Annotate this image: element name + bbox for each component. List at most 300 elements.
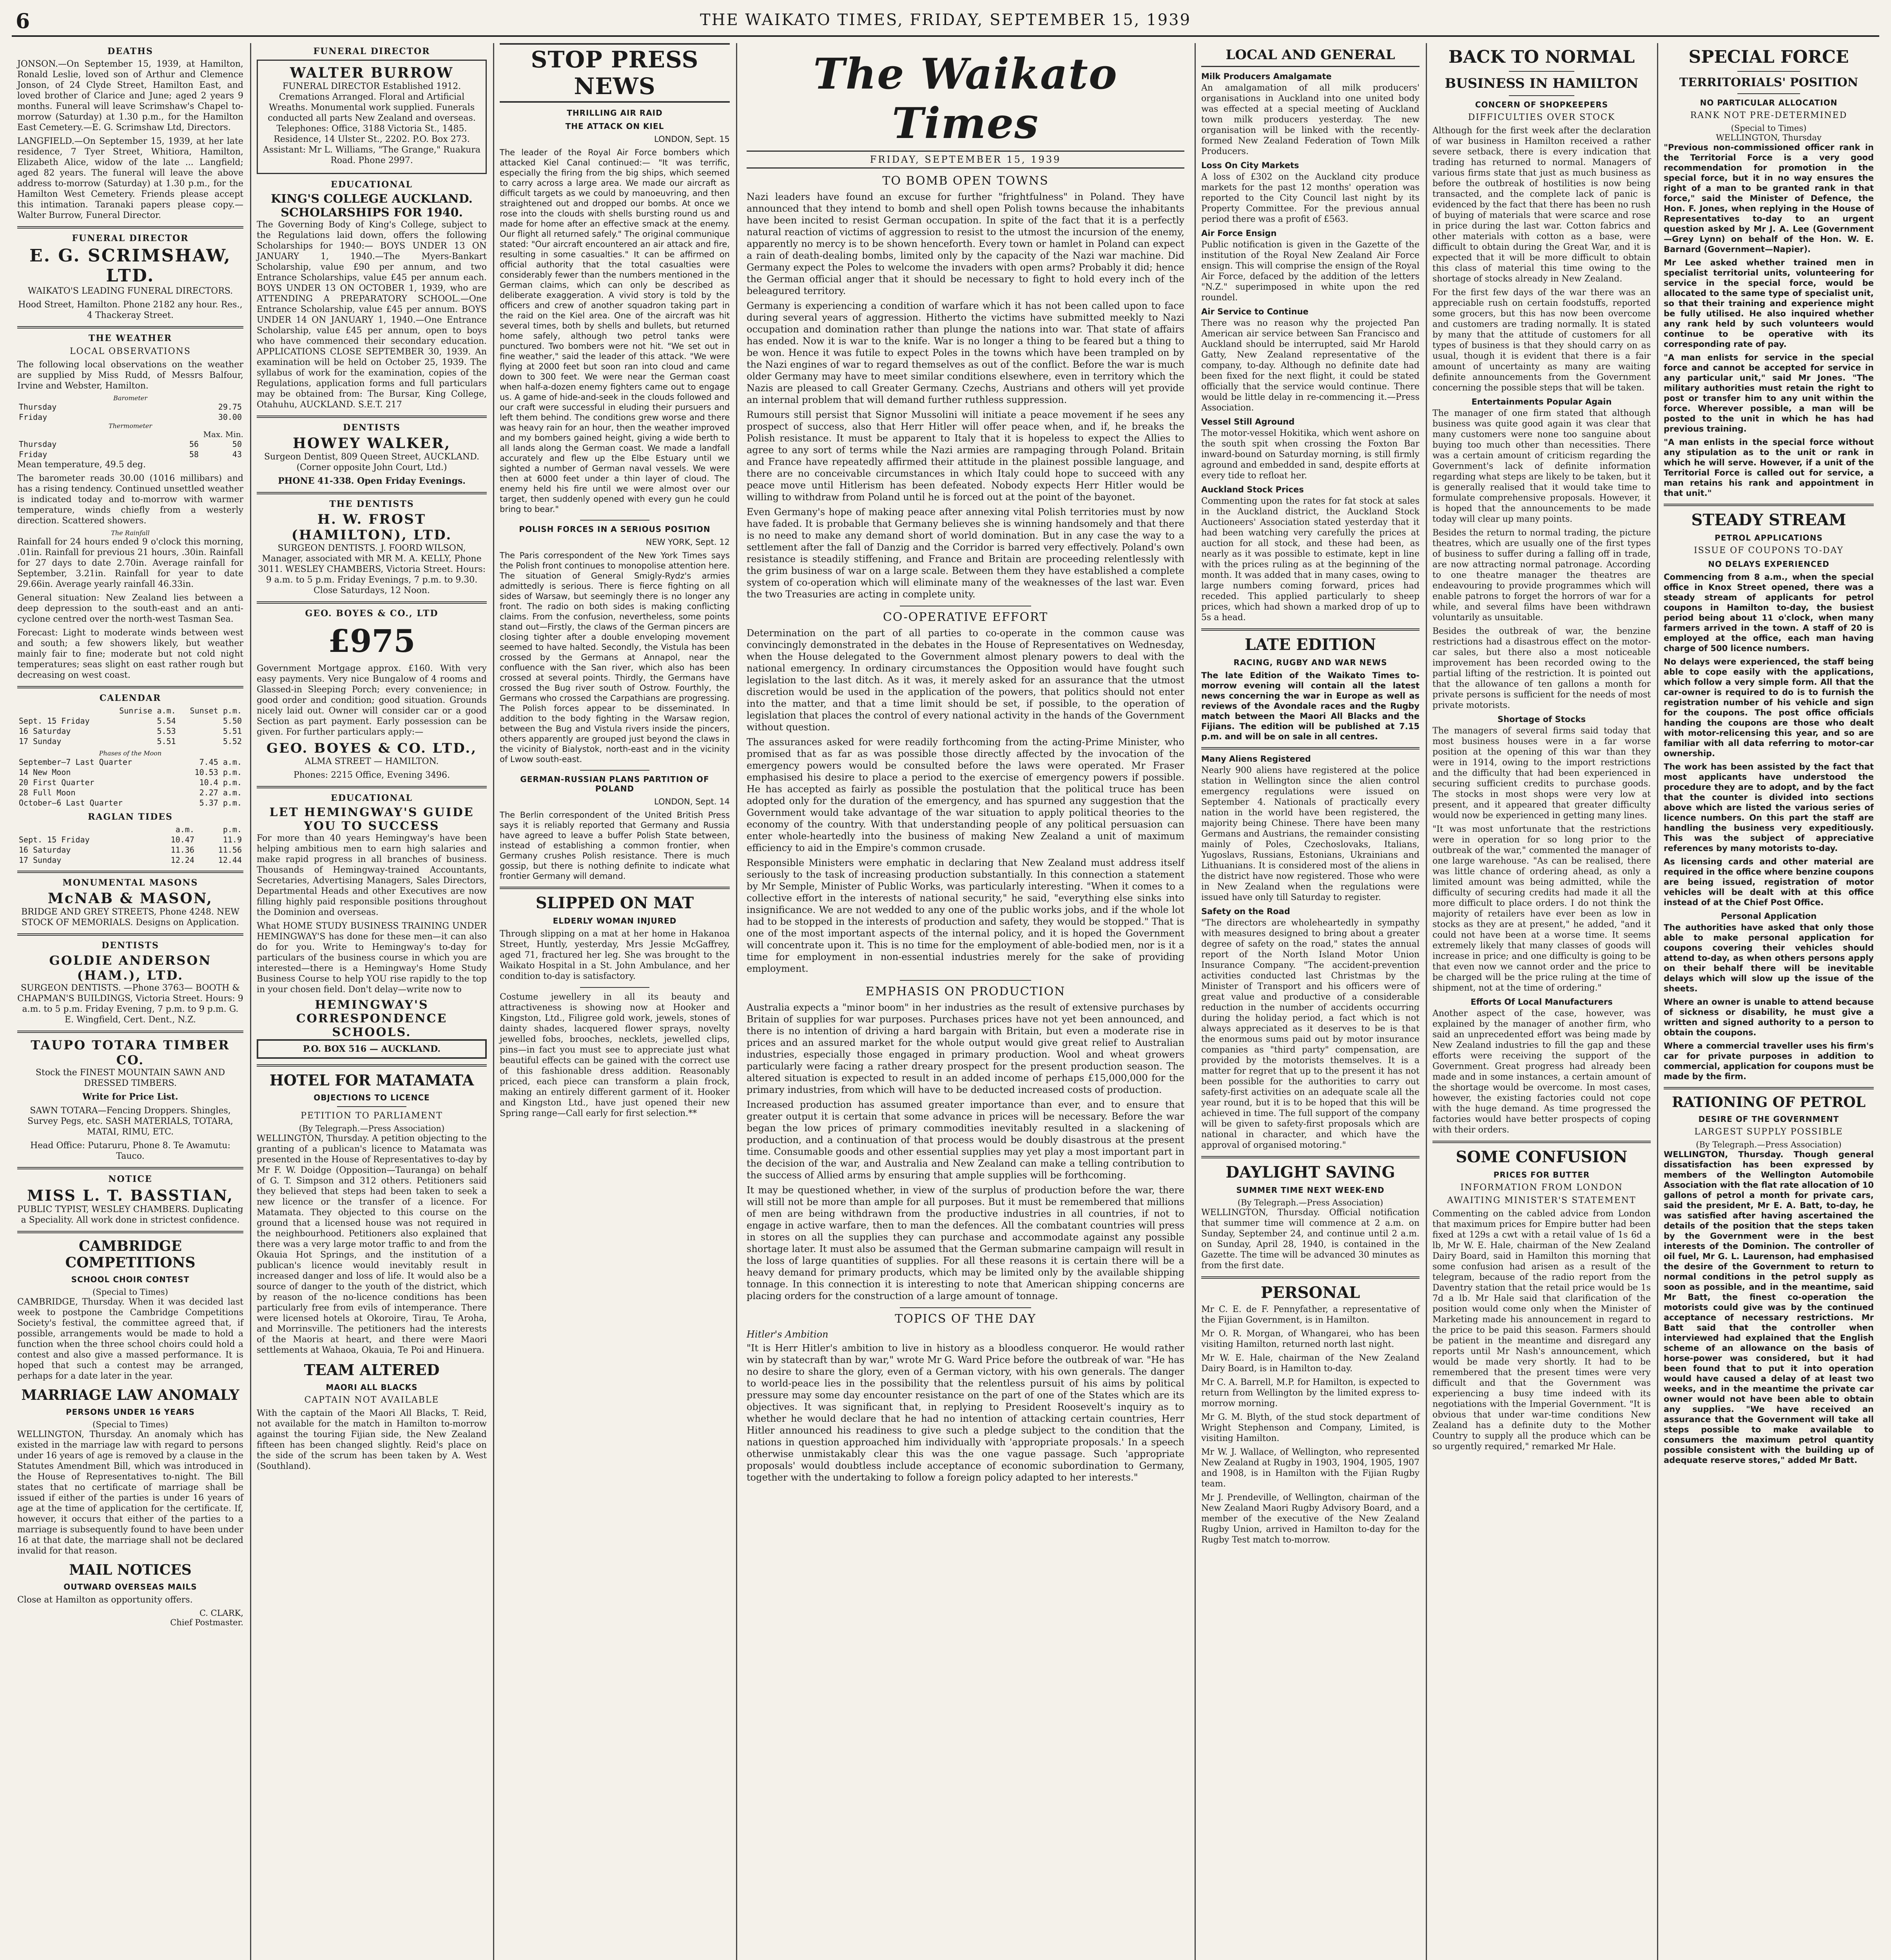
am-cell: 12.24 bbox=[170, 855, 194, 865]
table-row bbox=[17, 845, 243, 855]
article-subhead: PERSONS UNDER 16 YEARS bbox=[65, 1407, 195, 1417]
ad-text: Government Mortgage approx. £160. With very easy payments. Very nice Bungalow of 4 rooms and Glassed-in Sleeping Porch; every convenience; in good order and condition; good situation. Grounds nicely laid out. Owner will consider car or a good Section as part payment. Early possession can be given. For further particulars apply:— bbox=[257, 664, 487, 737]
divider bbox=[17, 1167, 243, 1169]
article-subhead: NO PARTICULAR ALLOCATION bbox=[1700, 98, 1838, 107]
dateline: LONDON, Sept. 15 bbox=[654, 134, 730, 144]
ad-text: FUNERAL DIRECTOR Established 1912. Cremations Arranged. Floral and Artificial Wreaths. Monumental work supplied. Funerals conducted all parts New Zealand and overseas. Telephones: Office, 3188 Victoria St., 1485. Residence, 14 Ulster St., 2202. P.O. Box 273. Assistant: Mr L. Williams, "The Grange," Ruakura Road. Phone 2997. bbox=[263, 82, 480, 165]
byline: (By Telegraph.—Press Association) bbox=[1237, 1198, 1383, 1207]
divider bbox=[257, 416, 487, 418]
article-body: No delays were experienced, the staff being able to cope easily with the applications, which follow a very simple form. All that the car-owner is required to do is to furnish the registration number of his vehicle and sign for the coupons. The post office officials handing the coupons are those who dealt with motor-relicensing this year, and so are familiar with all data referring to motor-car ownership. bbox=[1664, 657, 1874, 758]
item-body: Public notification is given in the Gazette of the institution of the Royal New Zealand Air Force ensign. This will comprise the ensign of the Royal Air Force, defaced by the addition of the letters "N.Z." superimposed in white upon the red roundel. bbox=[1201, 240, 1420, 303]
value-cell: 30.00 bbox=[218, 412, 242, 422]
article-subhead: LARGEST SUPPLY POSSIBLE bbox=[1694, 1127, 1843, 1137]
item-heading: Milk Producers Amalgamate bbox=[1201, 72, 1332, 81]
kings-college-ad bbox=[257, 180, 487, 410]
table-row bbox=[17, 716, 243, 726]
day-cell: Sept. 15 Friday bbox=[19, 835, 90, 844]
personal-section bbox=[1201, 1283, 1420, 1545]
forecast: Forecast: Light to moderate winds between west and south; a few showers likely, but weather mainly fair to fine; moderate but not cold night temperatures; seas slight on east rather rough but decreasing on west coast. bbox=[17, 628, 243, 680]
ad-name: LET HEMINGWAY'S GUIDE YOU TO SUCCESS bbox=[269, 806, 474, 833]
table-row bbox=[17, 777, 243, 788]
weather-notes: The barometer reads 30.00 (1016 millibars) and has a rising tendency. Continued unsettled weather is indicated today and to-morrow with warmer temperature, winds chiefly from a westerly direction. Scattered showers. bbox=[17, 474, 243, 526]
phase-cell: October—6 Last Quarter bbox=[19, 798, 123, 808]
item-body: Nearly 900 aliens have registered at the police station in Wellington since the alien control emergency regulations were issued on September 4. Nationals of practically every nation in the world have been registered, the majority being Chinese. There have been many Germans and Austrians, the remainder consisting mainly of Poles, Czechoslovaks, Italians, Yugoslavs, Russians, Estonians, Ukrainians and Lithuanians. It is considered most of the aliens in the district have now registered. Those who were in New Zealand when the regulations were issued have only till Saturday to register. bbox=[1201, 766, 1420, 902]
calendar-heading: CALENDAR bbox=[99, 693, 161, 703]
byline: (By Telegraph.—Press Association) bbox=[299, 1124, 445, 1133]
article-title: POLISH FORCES IN A SERIOUS POSITION bbox=[519, 524, 711, 534]
sunrise-cell: 5.53 bbox=[157, 726, 176, 736]
ad-name: E. G. SCRIMSHAW, LTD. bbox=[29, 246, 231, 286]
item-heading: Loss On City Markets bbox=[1201, 161, 1299, 170]
article-body: Commencing from 8 a.m., when the special office in Knox Street opened, there was a steady stream of applicants for petrol coupons in Hamilton to-day, the busiest period being about 11 o'clock, when many farmers arrived in the town. A staff of 20 is employed at the office, each man having charge of 500 licence numbers. bbox=[1664, 572, 1874, 653]
article-body: WELLINGTON, Thursday. Though general dissatisfaction has been expressed by members of the Wellington Automobile Association with the flat rate allocation of 10 gallons of petrol a month for private cars, said the president, Mr E. A. Batt, to-day, he was satisfied after having ascertained the details of the position that the steps taken by the Government were in the best interests of the Dominion. The controller of oil fuel, Mr G. L. Laurenson, had emphasised the desire of the Government to return to normal conditions in the petrol supply as soon as possible, and in the meantime, said Mr Batt, the finest co-operation the motorists could give was by the continued acceptance of necessary restrictions. Mr Batt said that the controller when interviewed had explained that the English scheme of an allowance on the basis of horse-power was considered, but it had been found that to put it into operation would have caused a delay of at least two weeks, and in the meantime the private car owner would not have been able to obtain any supplies. "We have received an assurance that the Government will take all steps possible to make available to consumers the maximum petrol quantity possible consistent with the building up of adequate reserve stores," added Mr Batt. bbox=[1664, 1150, 1874, 1465]
article-body: The authorities have asked that only those able to make personal application for coupons covering their vehicles should attend to-day, as when others persons apply on their behalf there will be inevitable delays which will slow up the issue of the sheets. bbox=[1664, 923, 1874, 993]
article-title: MAIL NOTICES bbox=[69, 1562, 192, 1578]
raglan-table bbox=[17, 824, 243, 865]
col-header: a.m. bbox=[175, 825, 194, 834]
article-body: The late Edition of the Waikato Times to-morrow evening will contain all the latest news concerning the war in Europe as well as reviews of the Avondale races and the Rugby match between the Maori All Blacks and the Fijians. The edition will be published at 7.15 p.m. and will be on sale in all centres. bbox=[1201, 671, 1420, 741]
article-body: "A man enlists for service in the special force and cannot be accepted for service in any particular unit," said Mr Jones. "The military authorities must retain the right to post or transfer him to any unit within the force. Wherever possible, a man will be posted to the unit in which he has had previous training. bbox=[1664, 353, 1874, 434]
article-polish bbox=[500, 524, 730, 764]
table-row bbox=[17, 736, 243, 746]
article-subhead: CONCERN OF SHOPKEEPERS bbox=[1475, 100, 1608, 109]
ad-heading: NOTICE bbox=[108, 1174, 152, 1184]
article-subhead: OBJECTIONS TO LICENCE bbox=[314, 1093, 430, 1102]
phase-cell: 28 Full Moon bbox=[19, 788, 76, 797]
am-cell: 10.47 bbox=[170, 835, 194, 844]
time-cell: 7.45 a.m. bbox=[199, 757, 242, 767]
day-cell: 16 Saturday bbox=[19, 845, 71, 855]
article-body: Commenting on the cabled advice from London that maximum prices for Empire butter had been fixed at 129s a cwt with a retail value of 1s 6d a lb, Mr W. E. Hale, chairman of the New Zealand Dairy Board, said in Hamilton this morning that some confusion had arisen as a result of the telegram, because of the radio report from the Daventry station that the retail price would be 1s 7d a lb. Mr Hale said that clarification of the position would come only when the Minister of Marketing made his announcement in regard to the price to be paid this season. Farmers should be patient in the meantime and disregard any reports until Mr Nash's announcement, which would be made very shortly. It had to be remembered that the present times were very difficult and that the Government was experiencing a busy time indeed with its negotiations with the Imperial Government. "It is obvious that under war-time conditions New Zealand has a definite duty to the Mother Country to supply all the produce which can be so urgently required," remarked Mr Hale. bbox=[1432, 1209, 1651, 1452]
weather-section bbox=[17, 333, 243, 681]
article-title: STEADY STREAM bbox=[1691, 511, 1846, 529]
article-butter bbox=[1432, 1148, 1651, 1452]
article-title: THRILLING AIR RAID bbox=[567, 108, 663, 118]
editorial-production bbox=[747, 985, 1184, 1302]
table-row bbox=[17, 788, 243, 798]
general-situation: General situation: New Zealand lies between a deep depression to the south-east and an anti-cyclone centred over the north-west Tasman Sea. bbox=[17, 593, 243, 624]
ad-text: PHONE 41-338. Open Friday Evenings. bbox=[278, 476, 466, 486]
ad-text: SURGEON DENTISTS. —Phone 3763— BOOTH & CHAPMAN'S BUILDINGS, Victoria Street. Hours: 9 a.m. to 5 p.m. Friday Evening, 7 p.m. to 9 p.m. G. E. Wingfield, Cert. Dent., N.Z. bbox=[17, 983, 243, 1025]
article-body: "Previous non-commissioned officer rank in the Territorial Force is a very good recommendation for promotion in the special force, but it in no way ensures the right of a man to be granted rank in that force," said the Minister of Defence, the Hon. F. Jones, when replying in the House of Representatives to-day to an urgent question asked by Mr J. A. Lee (Government—Grey Lynn) on behalf of the Hon. W. E. Barnard (Government—Napier). bbox=[1664, 143, 1874, 254]
ad-heading: FUNERAL DIRECTOR bbox=[72, 233, 189, 243]
table-header bbox=[17, 824, 243, 835]
burrow-ad bbox=[257, 46, 487, 174]
item-body: A loss of £302 on the Auckland city produce markets for the past 12 months' operation was reported to the City Council last night by its Property Committee. For the previous annual period there was a profit of £563. bbox=[1201, 172, 1420, 224]
editorial-paragraph: Responsible Ministers were emphatic in declaring that New Zealand must address itself seriously to the task of increasing production substantially. In this connection a statement by Mr Semple, Minister of Public Works, was particularly interesting. "When it comes to a collective effort in the interests of national security," he said, "everything else sinks into insignificance. We are not wedded to any one of the public works jobs, and if the whole lot had to be stopped in the interests of production and safety, they would be stopped." That is one of the most important aspects of the internal policy, and it is hoped the Government will concentrate upon it. This is no time for the employment of able-bodied men, nor is it a time for employment in non-essential industries merely for the sake of providing employment. bbox=[747, 857, 1184, 974]
personal-item: Mr G. M. Blyth, of the stud stock department of Wright Stephenson and Company, Limited, is visiting Hamilton. bbox=[1201, 1412, 1420, 1443]
mean-temperature: Mean temperature, 49.5 deg. bbox=[17, 460, 146, 470]
weather-intro: The following local observations on the weather are supplied by Miss Rudd, of Messrs Balfour, Irvine and Webster, Hamilton. bbox=[17, 360, 243, 391]
article-title: SPECIAL FORCE bbox=[1688, 47, 1849, 67]
divider bbox=[257, 1064, 487, 1067]
ad-line: Hood Street, Hamilton. Phone 2182 any hour. Res., 4 Thackeray Street. bbox=[18, 300, 243, 320]
article-subhead: MAORI ALL BLACKS bbox=[326, 1383, 418, 1392]
article-subhead: AWAITING MINISTER'S STATEMENT bbox=[1447, 1196, 1636, 1205]
article-body: "A man enlists in the special force without any stipulation as to the unit or rank in which he will serve. However, if a unit of the Territorial Force is called out for service, a man retains his rank and appointment in that unit." bbox=[1664, 437, 1874, 498]
article-title: LATE EDITION bbox=[1245, 635, 1376, 654]
ad-text: SURGEON DENTISTS. J. FOORD WILSON, Manager, associated with MR M. A. KELLY, Phone 3011. WESLEY CHAMBERS, Victoria Street. Hours: 9 a.m. to 5 p.m. Friday Evenings, 7 p.m. to 9.30. Close Saturdays, 12 Noon. bbox=[257, 543, 486, 595]
moon-heading: Phases of the Moon bbox=[99, 750, 162, 757]
editorial-paragraph: Determination on the part of all parties to co-operate in the common cause was convincingly demonstrated in the debates in the House of Representatives on Wednesday, when the House delegated to the Government almost plenary powers to deal with the national emergency. In ordinary circumstances the Opposition would have fought such legislation to the last ditch. As it was, it merely asked for an assurance that the utmost discretion would be used in the application of the powers, that politics should not enter into the matter, and that a time limit should be set, if possible, to the operation of legislation that places the control of every national activity in the hands of the Government without question. bbox=[747, 628, 1184, 733]
article-body: Where an owner is unable to attend because of sickness or disability, he must give a written and signed authority to a person to obtain the coupons. bbox=[1664, 997, 1874, 1037]
article-partition bbox=[500, 775, 730, 881]
personal-item: Mr J. Prendeville, of Wellington, chairman of the New Zealand Maori Rugby Advisory Board, and a member of the executive of the New Zealand Rugby Union, arrived in Hamilton to-day for the Rugby Test match to-morrow. bbox=[1201, 1493, 1420, 1545]
divider bbox=[257, 786, 487, 788]
max-cell: 58 bbox=[189, 450, 199, 459]
article-subhead: RACING, RUGBY AND WAR NEWS bbox=[1233, 658, 1387, 667]
ad-name: H. W. FROST (HAMILTON), LTD. bbox=[291, 512, 452, 543]
dateline: WELLINGTON, Thursday bbox=[1716, 133, 1822, 142]
calendar-table bbox=[17, 706, 243, 746]
article-body: For the first few days of the war there was an appreciable rush on certain foodstuffs, reported some grocers, but this has now been overcome and customers are trading normally. It is stated by many that the attitude of customers for all types of business is that they should carry on as usual, though it is evident that there is a fair amount of uncertainty as many are waiting definite announcements from the Government concerning the possible steps that will be taken. bbox=[1432, 288, 1651, 393]
ad-box: P.O. BOX 516 — AUCKLAND. bbox=[257, 1039, 487, 1059]
article-body: The Paris correspondent of the New York Times says the Polish front continues to monopolise attention here. The situation of General Smigly-Rydz's armies admittedly is serious. There is fierce fighting on all sides of Warsaw, but seemingly there is no longer any front. The radio on both sides is making conflicting claims. From the confusion, nevertheless, some points stand out—Firstly, the claws of the German pincers are closing tighter after a double enveloping movement seemed to have halted. Secondly, the Vistula has been crossed by the Germans at Annapol, near the confluence with the San river, which also has been crossed at several points. Thirdly, the Germans have crossed the Bug river south of Ostrow. Fourthly, the Germans who crossed the Carpathians are progressing. The Polish forces appear to be disseminated. In addition to the body fighting in the Warsaw region, between the Bug and Vistula rivers inside the pincers, others apparently are grouped just beyond the claws in the vicinity of Bialystok, north-east and in the vicinity of Lwow south-east. bbox=[500, 551, 730, 764]
divider bbox=[17, 871, 243, 873]
editorial-paragraph: It may be questioned whether, in view of the surplus of production before the war, there will still not be more than ample for all purposes. But it must be remembered that millions of men are being withdrawn from the productive industries in all countries, if not to engage in active warfare, then to man the defences. All the combatant countries will press in stores on all the supplies they can purchase and accommodate against any possible shortage later. It must also be assumed that the German submarine campaign will result in the loss of large quantities of supplies. For all these reasons it is certain there will be a heavy demand for primary products, which may be limited only by the available shipping tonnage. In this connection it is interesting to note that American shipping concerns are placing orders for the construction of a large amount of tonnage. bbox=[747, 1185, 1184, 1301]
ad-text: ALMA STREET — HAMILTON. bbox=[305, 757, 439, 766]
dateline: NEW YORK, Sept. 12 bbox=[645, 537, 730, 547]
item-heading: Vessel Still Aground bbox=[1201, 417, 1295, 426]
article-daylight bbox=[1201, 1163, 1420, 1271]
article-body: Through slipping on a mat at her home in Hakanoa Street, Huntly, yesterday, Mrs Jessie McGaffrey, aged 71, fractured her leg. She was brought to the Waikato Hospital in a St. John Ambulance, and her condition to-day is satisfactory. bbox=[500, 929, 730, 981]
masthead: The Waikato Times bbox=[813, 49, 1118, 148]
editorial-paragraph: Germany is experiencing a condition of warfare which it has not been called upon to face during several years of aggression. Hitherto the victims have submitted meekly to Nazi occupation and domination rather than plunge the nations into war. That state of affairs has ended. Now it is war to the knife. War is no longer a thing to be feared but a thing to be won. Hence it was futile to expect Poles in the towns which have been trampled on by the Nazi engines of war to regard themselves as out of the conflict. Before the war is much older Germany may have to meet similar conditions elsewhere, even in territory which the Nazis are pleased to call Greater Germany. Czechs, Austrians and others will yet provide an internal problem that will demand further ruthless suppression. bbox=[747, 300, 1184, 405]
article-body: "It was most unfortunate that the restrictions were in operation for so long prior to the outbreak of the war," commented the manager of one large warehouse. "As can be realised, there was little chance of ordering ahead, as only a limited amount was being admitted, while the difficulty of securing credits had made it all the more difficult to place orders. I do not think the majority of retailers have ever been as low in stocks as they are at present," he added, "and it could not have been at a worse time. It seems extremely likely that many classes of goods will increase in price; and one difficulty is going to be that even now we cannot order and the price to be charged will be the price ruling at the time of shipment, not at the time of ordering." bbox=[1432, 824, 1651, 993]
page-number: 6 bbox=[16, 9, 30, 33]
ad-line: WAIKATO'S LEADING FUNERAL DIRECTORS. bbox=[27, 286, 233, 296]
ad-name: HOWEY WALKER, bbox=[292, 435, 451, 452]
price: £975 bbox=[328, 622, 415, 659]
article-marriage bbox=[17, 1387, 243, 1556]
article-air-raid bbox=[500, 108, 730, 514]
item-body: "The directors are wholeheartedly in sympathy with measures designed to bring about a greater degree of safety on the road," states the annual report of the North Island Motor Union Insurance Company. "The accident-prevention activities conducted last Christmas by the Minister of Transport and his officers were of great value and productive of a considerable reduction in the number of accidents occurring during the holiday period, a fact which is not always appreciated as it deserves to be is that the enormous sums paid out by motor insurance companies as "third party" compensation, are provided by the motorists themselves. It is a matter for regret that up to the present it has not been possible for the authorities to carry out safety-first activities on an adequate scale all the year round, but it is to be hoped that this will be achieved in time. The full support of the company will be given to safety-first proposals which are national in character, and which have the approval of organised motoring." bbox=[1201, 918, 1420, 1150]
article-title: TEAM ALTERED bbox=[304, 1361, 440, 1379]
byline: (Special to Times) bbox=[92, 1420, 168, 1429]
barometer-label: Barometer bbox=[113, 394, 147, 402]
article-steady-stream bbox=[1664, 511, 1874, 1082]
raglan-heading: RAGLAN TIDES bbox=[88, 812, 173, 822]
item-heading: Safety on the Road bbox=[1201, 907, 1290, 916]
ad-text: Head Office: Putaruru, Phone 8. Te Awamutu: Tauco. bbox=[30, 1141, 230, 1161]
article-body: Besides the return to normal trading, the picture theatres, which are usually one of the first types of business to suffer during a falling off in trade, are now attracting normal patronage. According to one theatre manager the theatres are endeavouring to provide programmes which will enable patrons to forget the horrors of war for a while, and several films have been withdrawn voluntarily as unsuitable. bbox=[1432, 528, 1651, 622]
signature: Chief Postmaster. bbox=[170, 1618, 243, 1627]
article-title: HOTEL FOR MATAMATA bbox=[269, 1071, 474, 1089]
time-cell: 10.53 p.m. bbox=[194, 768, 242, 777]
editorial-dateline: FRIDAY, SEPTEMBER 15, 1939 bbox=[747, 151, 1184, 169]
frost-ad bbox=[257, 499, 487, 596]
ad-heading: MONUMENTAL MASONS bbox=[62, 878, 198, 888]
article-title: BUSINESS IN HAMILTON bbox=[1445, 76, 1639, 91]
timber-ad bbox=[17, 1038, 243, 1161]
editorial-paragraph: The assurances asked for were readily forthcoming from the acting-Prime Minister, who promised that as far as was possible those directly affected by the invocation of the emergency powers would be consulted before the laws were operated. Mr Fraser emphasised his desire to place a period to the exercise of emergency powers if possible. He has accepted as fairly as possible the postulation that the political truce has been adopted only for the duration of the emergency, and has spurned any suggestion that the Government would take advantage of the war situation to apply political theories to the economy of the country. With that understanding people of any political persuasion can enter whole-heartedly into the business of making New Zealand a unit of maximum efficiency to aid in the Empire's common crusade. bbox=[747, 737, 1184, 853]
col-header: Sunrise a.m. bbox=[119, 706, 176, 715]
article-body: As licensing cards and other material are required in the office where benzine coupons are being issued, registration of motor vehicles will be dealt with at this office instead of at the Chief Post Office. bbox=[1664, 857, 1874, 907]
divider bbox=[17, 226, 243, 229]
article-slipped bbox=[500, 894, 730, 982]
table-row bbox=[17, 402, 243, 412]
phase-cell: September—7 Last Quarter bbox=[19, 757, 132, 767]
pm-cell: 12.44 bbox=[218, 855, 242, 865]
day-cell: 17 Sunday bbox=[19, 855, 62, 865]
article-hotel bbox=[257, 1071, 487, 1356]
article-subhead: DESIRE OF THE GOVERNMENT bbox=[1698, 1114, 1839, 1124]
article-body: WELLINGTON, Thursday. A petition objecting to the granting of a publican's licence to Matamata was presented in the House of Representatives to-day by Mr F. W. Doidge (Opposition—Tauranga) on behalf of G. T. Simpson and 312 others. Petitioners said they believed that steps had been taken to seek a new licence or the transfer of a licence. For Matamata. They objected to this course on the ground that a licensed house was not required in the neighbourhood. Petitioners also explained that there was a very large motor traffic to and from the Okauia Hot Springs, and the institution of a publican's licence would inevitably result in increased danger and loss of life. It would also be a source of danger to the youth of the district, which by reason of the no-licence conditions has been particularly free from evils of intemperance. There were licensed hotels at Okoroire, Tirau, Te Aroha, and Morrinsville. The petitioners had the interests of the Maoris at heart, and there were Maori settlements at Wahaoa, Okauia, Te Poi and Hinuera. bbox=[257, 1134, 487, 1355]
editorial-paragraph: Even Germany's hope of making peace after annexing vital Polish territories must by now have faded. It is probable that Germany believes she is winning handsomely and that there is no need to make any demand short of world domination. But in any case the way to a settlement after the fall of Danzig and the Corridor is barred very effectively. Poland's own resistance is steadily stiffening, and France and Britain are proceeding relentlessly with the grim business of war on a large scale. Between them they have established a complete system of co-operation which will eliminate many of the weaknesses of the last war. Even the two Treasuries are acting in complete unity. bbox=[747, 506, 1184, 600]
article-crosshead: Shortage of Stocks bbox=[1497, 715, 1586, 724]
howey-walker-ad bbox=[257, 423, 487, 486]
table-row bbox=[17, 798, 243, 808]
hemingway-ad bbox=[257, 793, 487, 1059]
thermometer-table bbox=[17, 439, 243, 459]
article-body: The work has been assisted by the fact that most applicants have understood the procedure they are to adopt, and by the fact that the counter is divided into sections above which are listed the various series of licence numbers. On this part the staff are handling the business very expeditiously. This was the subject of appreciative references by many motorists to-day. bbox=[1664, 762, 1874, 853]
column-1 bbox=[12, 43, 249, 1960]
divider bbox=[17, 686, 243, 688]
deaths-heading: DEATHS bbox=[107, 46, 153, 56]
article-subhead: PETITION TO PARLIAMENT bbox=[301, 1111, 443, 1121]
col-header: p.m. bbox=[223, 825, 242, 834]
table-row bbox=[17, 855, 243, 865]
ad-heading: GEO. BOYES & CO., LTD bbox=[305, 608, 439, 619]
ad-name: GEO. BOYES & CO. LTD., bbox=[266, 740, 477, 756]
sunset-cell: 5.52 bbox=[223, 737, 242, 746]
personal-item: Mr W. J. Wallace, of Wellington, who represented New Zealand at Rugby in 1903, 1904, 1905, 1907 and 1908, is in Hamilton with the Fijian Rugby team. bbox=[1201, 1447, 1420, 1489]
article-body: Although for the first week after the declaration of war business in Hamilton received a rather severe setback, there is every indication that trading has returned to normal. Managers of various firms state that just as much business as before the outbreak of hostilities is now being transacted, and the complete lack of panic is evidenced by the fact that there has been no rush of buying of materials that were scarce and rose in price during the last war. Cotton fabrics and other materials with cotton as a base, were difficult to obtain during the Great War, and it is expected that it will be more difficult to obtain this class of material this time owing to the shortage of stocks already in New Zealand. bbox=[1432, 126, 1651, 284]
article-title: PERSONAL bbox=[1260, 1283, 1360, 1302]
divider bbox=[17, 1031, 243, 1033]
article-special-force bbox=[1664, 47, 1874, 498]
time-cell: 5.37 p.m. bbox=[199, 798, 242, 808]
funeral-ad bbox=[17, 233, 243, 321]
editorial-cooperative bbox=[747, 610, 1184, 975]
editorial-paragraph: "It is Herr Hitler's ambition to live in history as a bloodless conqueror. He would rather win by statecraft than by war," wrote Mr G. Ward Price before the outbreak of war. "He has no desire to share the glory, even of a German victory, with his own generals. The danger to world-peace lies in the possibility that the relentless pursuit of his aims by political pressure may some day encounter resistance on the part of one of the States which are its objectives. It was significant that, in replying to President Roosevelt's inquiry as to whether he would declare that he had no intention of attacking certain countries, Herr Hitler announced his readiness to give such a pledge subject to the condition that the nations in question approached him individually with 'appropriate proposals.' In a speech otherwise unmistakably clear this was the one vague passage. Such 'appropriate proposals' would doubtless include acceptance of economic subordination to Germany, together with the undertaking to follow a foreign policy adapted to her interests." bbox=[747, 1343, 1184, 1483]
personal-item: Mr C. A. Barrell, M.P. for Hamilton, is expected to return from Wellington by the limited express to-morrow morning. bbox=[1201, 1377, 1420, 1408]
rainfall-label: The Rainfall bbox=[111, 529, 150, 537]
dentists-ad bbox=[17, 940, 243, 1025]
article-title: BACK TO NORMAL bbox=[1448, 47, 1635, 67]
divider bbox=[1664, 504, 1874, 506]
article-body: Mr Lee asked whether trained men in specialist territorial units, volunteering for service in the special force, would be allocated to the same type of specialist unit, so that their training and experience might be fully utilised. He also inquired whether any rank held by such volunteers would continue to be operative with its corresponding rate of pay. bbox=[1664, 258, 1874, 349]
column-5 bbox=[1196, 43, 1425, 1960]
table-row bbox=[17, 449, 243, 459]
column-3 bbox=[494, 43, 735, 1960]
byline: (Special to Times) bbox=[1731, 123, 1807, 133]
article-crosshead: Efforts Of Local Manufacturers bbox=[1470, 997, 1613, 1007]
article-subhead: THE ATTACK ON KIEL bbox=[565, 122, 664, 131]
divider bbox=[1664, 1087, 1874, 1089]
signature: C. CLARK, bbox=[199, 1608, 243, 1618]
topics-of-the-day bbox=[747, 1312, 1184, 1483]
divider bbox=[17, 1231, 243, 1233]
table-row bbox=[17, 439, 243, 449]
article-subhead: SUMMER TIME NEXT WEEK-END bbox=[1236, 1185, 1385, 1195]
article-subhead: DIFFICULTIES OVER STOCK bbox=[1468, 113, 1615, 122]
ad-name: GOLDIE ANDERSON (HAM.), LTD. bbox=[49, 953, 212, 983]
table-row bbox=[17, 726, 243, 736]
article-title: TERRITORIALS' POSITION bbox=[1679, 76, 1858, 89]
article-body: WELLINGTON, Thursday. Official notification that summer time will commence at 2 a.m. on Sunday, September 24, and continue until 2 a.m. on Sunday, April 28, 1940, is contained in the Gazette. The time will be advanced 30 minutes as from the first date. bbox=[1201, 1208, 1420, 1270]
article-title: MARRIAGE LAW ANOMALY bbox=[21, 1387, 239, 1403]
byline: (By Telegraph.—Press Association) bbox=[1696, 1140, 1842, 1149]
masons-ad bbox=[17, 878, 243, 928]
editorial-title: TO BOMB OPEN TOWNS bbox=[882, 174, 1049, 188]
item-body: An amalgamation of all milk producers' organisations in Auckland into one united body was effected at a special meeting of Auckland town milk producers yesterday. The new organisation will be linked with the recently-formed New Zealand Federation of Town Milk Producers. bbox=[1201, 83, 1420, 156]
newspaper-page bbox=[12, 8, 1879, 1960]
divider bbox=[500, 887, 730, 889]
article-body: Where a commercial traveller uses his firm's car for private purposes in addition to commercial, application for coupons must be made by the firm. bbox=[1664, 1041, 1874, 1081]
editorial-title: EMPHASIS ON PRODUCTION bbox=[865, 985, 1066, 998]
advertorial-text: Costume jewellery in all its beauty and attractiveness is showing now at Hooker and Kingston, Ltd., Filigree gold work, jewels, stones of dainty shades, lacquered flower sprays, novelty jewelled fobs, brooches, necklets, jewelled clips, pins—in fact you must see to appreciate just what beautiful effects can be gained with the correct use of this fashionable dress addition. Reasonably priced, each piece can transform a plain frock, making an entirely different garment of it. Hooker and Kingston Ltd., have just opened their new Spring range—Call early for first selection.** bbox=[500, 992, 730, 1118]
byline: (Special to Times) bbox=[92, 1287, 168, 1297]
section-title: LOCAL AND GENERAL bbox=[1201, 47, 1420, 67]
personal-item: Mr O. R. Morgan, of Whangarei, who has been visiting Hamilton, returned north last night. bbox=[1201, 1329, 1420, 1349]
ad-name: McNAB & MASON, bbox=[48, 890, 213, 907]
editorial-title: TOPICS OF THE DAY bbox=[895, 1312, 1036, 1326]
min-cell: 43 bbox=[232, 450, 242, 459]
ad-name: TAUPO TOTARA TIMBER CO. bbox=[31, 1038, 230, 1067]
editorial-paragraph: Rumours still persist that Signor Mussolini will initiate a peace movement if he sees any prospect of success, also that Herr Hitler will offer peace when, and if, he breaks the Polish resistance. It must be apparent to Italy that it is hopeless to expect the Allies to agree to any sort of terms while the Nazi armies are rampaging through Poland. Britain and France have repeatedly affirmed their attitude in the plainest possible language, and there are no conceivable circumstances in which Italy could hope to succeed with any peace move until Hitlerism has been defeated. Nobody expects Herr Hitler would be willing to withdraw from Poland until he is forced out at the point of the bayonet. bbox=[747, 409, 1184, 503]
editorial-paragraph: Australia expects a "minor boom" in her industries as the result of extensive purchases by Britain of supplies for war purposes. Purchases prices have not yet been announced, and there is no intention of driving a hard bargain with Britain, but even a moderate rise in prices and an assured market for the whole output would give great relief to Australian industries, especially those engaged in primary production. Wool and wheat growers particularly were facing a rather dreary prospect for the present production season. The altered situation is expected to result in an added income of perhaps £15,000,000 for the primary industries, from which will have to be deducted increased costs of production. bbox=[747, 1002, 1184, 1095]
divider bbox=[1201, 1276, 1420, 1279]
article-back-to-normal bbox=[1432, 47, 1651, 1135]
article-body: The leader of the Royal Air Force bombers which attacked Kiel Canal continued:— "It was terrific, especially the firing from the big ships, which seemed to carry across a large area. We made our aircraft as difficult targets as we could by manoeuvring, and then straightened out and dropped our bombs. At once we rose into the clouds with shells bursting round us and made for home after an effective smack at the enemy. Our flight all returned safely." The original communique stated: "Our aircraft encountered an air attack and fire, resulting in some casualties." It can be affirmed on official authority that the total casualties were considerably fewer than the numbers mentioned in the German claims, which can only be described as deliberate exaggeration. A vivid story is told by the officers and crew of another squadron taking part in the raid on the Kiel area. One of the aircraft was hit several times, both by shells and bullets, but returned home safely, although two petrol tanks were punctured. Two bombers were not hit. "We set out in fine weather," said the leader of this attack. "We were flying at 2000 feet but soon ran into cloud and came down to 300 feet. We were near the German coast when half-a-dozen enemy fighters came out to engage us. A game of hide-and-seek in the clouds followed and our craft were successful in eluding their pursuers and left them behind. The conditions grew worse and there was heavy rain for an hour, then the weather improved and my bombers gained height, giving a wide berth to all lands along the German coast. We made a landfall accurately and flew up the Elbe Estuary until we sighted a number of German naval vessels. We were then at 6000 feet under a thin layer of cloud. The enemy held his fire until we were almost over our target, then suddenly opened with every gun he could bring to bear." bbox=[500, 148, 730, 514]
ad-text: What HOME STUDY BUSINESS TRAINING UNDER HEMINGWAY'S has done for these men—it can also do for you. Write to Hemingway's to-day for particulars of the business course in which you are interested—there is a Hemingway's Home Study Business Course to help YOU rise rapidly to the top in your chosen field. Don't delay—write now to bbox=[257, 921, 487, 995]
thermometer-head: Max. Min. bbox=[203, 430, 243, 439]
article-subhead: ISSUE OF COUPONS TO-DAY bbox=[1693, 546, 1844, 555]
ad-text: Stock the FINEST MOUNTAIN SAWN AND DRESSED TIMBERS. bbox=[35, 1068, 225, 1088]
divider bbox=[1201, 1156, 1420, 1158]
day-cell: Friday bbox=[19, 450, 47, 459]
moon-table bbox=[17, 757, 243, 808]
time-cell: 10.4 p.m. bbox=[199, 778, 242, 787]
ad-text: For more than 40 years Hemingway's have been helping ambitious men to earn high salaries and make rapid progress in all branches of business. Thousands of Hemingway-trained Accountants, Secretaries, Advertising Managers, Sales Directors, Departmental Heads and other Executives are now filling highly paid responsible positions throughout the Dominion and overseas. bbox=[257, 833, 487, 917]
editorial-bomb-towns bbox=[747, 174, 1184, 600]
table-header bbox=[17, 706, 243, 716]
item-body: There was no reason why the projected Pan American air service between San Francisco and Auckland should be interrupted, said Mr Harold Gatty, New Zealand representative of the company, to-day. Although no definite date had been fixed for the next flight, it could be stated officially that the service would continue. There would be little delay in re-commencing it.—Press Association. bbox=[1201, 318, 1420, 413]
personal-item: Mr C. E. de F. Pennyfather, a representative of the Fijian Government, is in Hamilton. bbox=[1201, 1305, 1420, 1325]
ad-heading: THE DENTISTS bbox=[329, 499, 414, 509]
article-title: SLIPPED ON MAT bbox=[535, 894, 694, 912]
item-heading: Auckland Stock Prices bbox=[1201, 485, 1304, 494]
article-body: Close at Hamilton as opportunity offers. bbox=[17, 1595, 193, 1605]
item-heading: Many Aliens Registered bbox=[1201, 754, 1311, 764]
divider bbox=[17, 933, 243, 936]
pm-cell: 11.56 bbox=[218, 845, 242, 855]
min-cell: 50 bbox=[232, 439, 242, 449]
ad-text: Phones: 2215 Office, Evening 3496. bbox=[293, 770, 450, 780]
article-subhead: INFORMATION FROM LONDON bbox=[1460, 1183, 1623, 1192]
page-header bbox=[12, 8, 1879, 37]
article-subhead: PETROL APPLICATIONS bbox=[1715, 533, 1823, 543]
ad-text: Write for Price List. bbox=[82, 1092, 178, 1102]
death-notice: JONSON.—On September 15, 1939, at Hamilton, Ronald Leslie, loved son of Arthur and Clemence Jonson, of 24 Clyde Street, Hamilton East, and loved brother of Clarice and June; aged 2 years 9 months. Funeral will leave Scrimshaw's Chapel to-morrow (Saturday) at 1.30 p.m., for the Hamilton East Cemetery.—E. G. Scrimshaw Ltd, Directors. bbox=[17, 59, 243, 132]
article-body: The managers of several firms said today that most business houses were in a far worse position at the opening of this war than they were in 1914, owing to the import restrictions and the difficulty that had been experienced in securing sufficient credits to purchase goods. The stocks in most shops were very low at present, and it appeared that greater difficulty would now be experienced in getting many lines. bbox=[1432, 726, 1651, 820]
article-subhead: PRICES FOR BUTTER bbox=[1493, 1170, 1590, 1180]
ad-heading: DENTISTS bbox=[102, 940, 159, 951]
article-body: The manager of one firm stated that although business was quite good again it was clear that many customers were none too sanguine about buying too much other than necessities. There was a certain amount of criticism regarding the Government's lack of definite information regarding what steps are likely to be taken, but it is generally realised that it would take time to formulate comprehensive proposals. However, it is hoped that the announcements to be made today will clear up many points. bbox=[1432, 408, 1651, 524]
ad-name: WALTER BURROW bbox=[290, 65, 454, 81]
ad-name: MISS L. T. BASSTIAN, bbox=[27, 1187, 234, 1204]
article-subhead: ELDERLY WOMAN INJURED bbox=[553, 916, 677, 926]
article-body: Another aspect of the case, however, was explained by the manager of another firm, who said an unprecedented effort was being made by New Zealand industries to fill the gap and these efforts were receiving the support of the Government. Great progress had already been made and in some instances, a certain amount of the shortage would be overcome. In most cases, however, the existing factories could not cope with the huge demand. As time progressed the factories would have better prospects of coping with their orders. bbox=[1432, 1009, 1651, 1135]
day-cell: Friday bbox=[19, 412, 47, 422]
article-subhead: CAPTAIN NOT AVAILABLE bbox=[304, 1395, 439, 1405]
thermometer-label: Thermometer bbox=[108, 422, 152, 430]
editorial-column bbox=[737, 43, 1194, 1960]
col-header: Sunset p.m. bbox=[190, 706, 242, 715]
editorial-paragraph: Increased production has assumed greater importance than ever, and to ensure that greater output it is certain that some advance in prices will be necessary. Before the war began the low prices of primary commodities inevitably resulted in a slackening of production, and a continuation of that process would be doubly disastrous at the present time. Consumable goods and other essential supplies may yet play a most important part in the decision of the war, and Australia and New Zealand can make a telling contribution to the success of Allied arms by ensuring that ample supplies will be forthcoming. bbox=[747, 1099, 1184, 1181]
table-row bbox=[17, 767, 243, 777]
article-cambridge bbox=[17, 1238, 243, 1381]
article-title: CAMBRIDGE COMPETITIONS bbox=[65, 1238, 196, 1271]
ad-text: BRIDGE AND GREY STREETS, Phone 4248. NEW STOCK OF MEMORIALS. Designs on Application. bbox=[21, 907, 239, 927]
table-row bbox=[17, 757, 243, 767]
boyes-ad bbox=[257, 608, 487, 780]
sunset-cell: 5.50 bbox=[223, 716, 242, 726]
time-cell: 2.27 a.m. bbox=[199, 788, 242, 797]
item-body: Commenting upon the rates for fat stock at sales in the Auckland district, the Auckland Stock Auctioneers' Association stated yesterday that it had been watching very carefully the prices at auction for all stock, and these had been, as nearly as it was possible to estimate, kept in line with the prices ruling as at the beginning of the month. It was added that in many cases, owing to large numbers coming forward, prices had receded. This applied particularly to sheep prices, which had shown a marked drop of up to 5s a head. bbox=[1201, 496, 1420, 622]
article-title: DAYLIGHT SAVING bbox=[1226, 1163, 1395, 1181]
article-subhead: OUTWARD OVERSEAS MAILS bbox=[63, 1582, 197, 1592]
table-row bbox=[17, 412, 243, 422]
article-title: GERMAN-RUSSIAN PLANS PARTITION OF POLAND bbox=[520, 775, 709, 793]
stop-press-title: STOP PRESS NEWS bbox=[500, 43, 730, 103]
table-row bbox=[17, 835, 243, 845]
ad-heading: DENTISTS bbox=[343, 423, 401, 433]
article-body: CAMBRIDGE, Thursday. When it was decided last week to postpone the Cambridge Competitions Society's festival, the committee agreed that, if possible, arrangements would be made to hold a function when the three school choirs could hold a contest and also give a massed performance. It is hoped that such a contest may be arranged, perhaps for a date later in the year. bbox=[17, 1297, 243, 1381]
phase-cell: 20 First Quarter bbox=[19, 778, 94, 787]
article-title: SOME CONFUSION bbox=[1456, 1148, 1628, 1166]
ad-heading: EDUCATIONAL bbox=[331, 180, 413, 190]
article-body: Besides the outbreak of war, the benzine restrictions had a disastrous effect on the motor-car sales, but there also a most noticeable improvement has been recorded owing to the partial lifting of the restriction. It is pointed out that the allowance of ten gallons a month for private persons is sufficient for the needs of most private motorists. bbox=[1432, 626, 1651, 710]
day-cell: Thursday bbox=[19, 439, 57, 449]
editorial-paragraph: Nazi leaders have found an excuse for further "frightfulness" in Poland. They have announced that they intend to bomb and shell open Polish towns because the inhabitants have been incited to resist German occupation. In spite of the fact that it is a perfectly natural reaction of victims of aggression to resist to the utmost the incursion of the enemy, apparently no mercy is to be shown henceforth. Every town or hamlet in Poland can expect a rain of death-dealing bombs, limited only by the capacity of the Nazi war machine. Did Germany expect the Poles to welcome the invaders with open arms? Probably it did; hence the German official anger that it should be necessary to fight to hold every inch of the beleagured territory. bbox=[747, 191, 1184, 296]
notice-ad bbox=[17, 1174, 243, 1225]
article-subhead: NO DELAYS EXPERIENCED bbox=[1708, 559, 1829, 569]
item-heading: Air Force Ensign bbox=[1201, 229, 1277, 238]
column-6 bbox=[1427, 43, 1656, 1960]
article-crosshead: Entertainments Popular Again bbox=[1471, 397, 1612, 407]
day-cell: Sept. 15 Friday bbox=[19, 716, 90, 726]
divider bbox=[1432, 1141, 1651, 1143]
item-heading: Air Service to Continue bbox=[1201, 307, 1309, 316]
ad-text: PUBLIC TYPIST, WESLEY CHAMBERS. Duplicating a Speciality. All work done in strictest confidence. bbox=[17, 1205, 243, 1225]
article-mail bbox=[17, 1562, 243, 1627]
day-cell: 17 Sunday bbox=[19, 737, 62, 746]
article-subhead: SCHOOL CHOIR CONTEST bbox=[71, 1275, 190, 1284]
pm-cell: 11.9 bbox=[223, 835, 242, 844]
column-7 bbox=[1658, 43, 1879, 1960]
local-item bbox=[1201, 754, 1420, 1151]
phase-cell: 14 New Moon bbox=[19, 768, 71, 777]
running-head: THE WAIKATO TIMES, FRIDAY, SEPTEMBER 15, 1939 bbox=[700, 11, 1191, 29]
calendar-section bbox=[17, 693, 243, 865]
barometer-table bbox=[17, 402, 243, 422]
article-body: The Berlin correspondent of the United British Press says it is reliably reported that Germany and Russia have agreed to leave a buffer Polish State between, instead of establishing a common frontier, when Germany crushes Polish resistance. There is much gossip, but there is nothing definite to indicate what frontier Germany will demand. bbox=[500, 810, 730, 881]
ad-heading: EDUCATIONAL bbox=[331, 793, 413, 803]
article-rationing bbox=[1664, 1094, 1874, 1465]
dateline: LONDON, Sept. 14 bbox=[654, 797, 730, 806]
late-edition bbox=[1201, 635, 1420, 742]
sunrise-cell: 5.51 bbox=[157, 737, 176, 746]
day-cell: Thursday bbox=[19, 402, 57, 412]
article-title: RATIONING OF PETROL bbox=[1672, 1094, 1866, 1111]
article-team bbox=[257, 1361, 487, 1472]
death-notice: LANGFIELD.—On September 15, 1939, at her late residence, 7 Tyer Street, Whitiora, Hamilton, Elizabeth Alice, widow of the late ... Langfield; aged 82 years. The funeral will leave the above address to-morrow (Saturday) at 1.30 p.m., for the Hamilton West Cemetery. Friends please accept this intimation. Taranaki papers please copy.—Walter Burrow, Funeral Director. bbox=[17, 136, 243, 220]
article-body: WELLINGTON, Thursday. An anomaly which has existed in the marriage law with regard to persons under 16 years of age is removed by a clause in the Statutes Amendment Bill, which was introduced in the House of Representatives to-night. The Bill states that no certificate of marriage shall be issued if either of the parties is under 16 years of age at the time of application for the certificate. If, however, it occurs that either of the parties to a marriage is subsequently found to have been under 16 at that date, the marriage shall not be declared invalid for that reason. bbox=[17, 1430, 243, 1556]
topic-subhead: Hitler's Ambition bbox=[747, 1329, 829, 1340]
value-cell: 29.75 bbox=[218, 402, 242, 412]
